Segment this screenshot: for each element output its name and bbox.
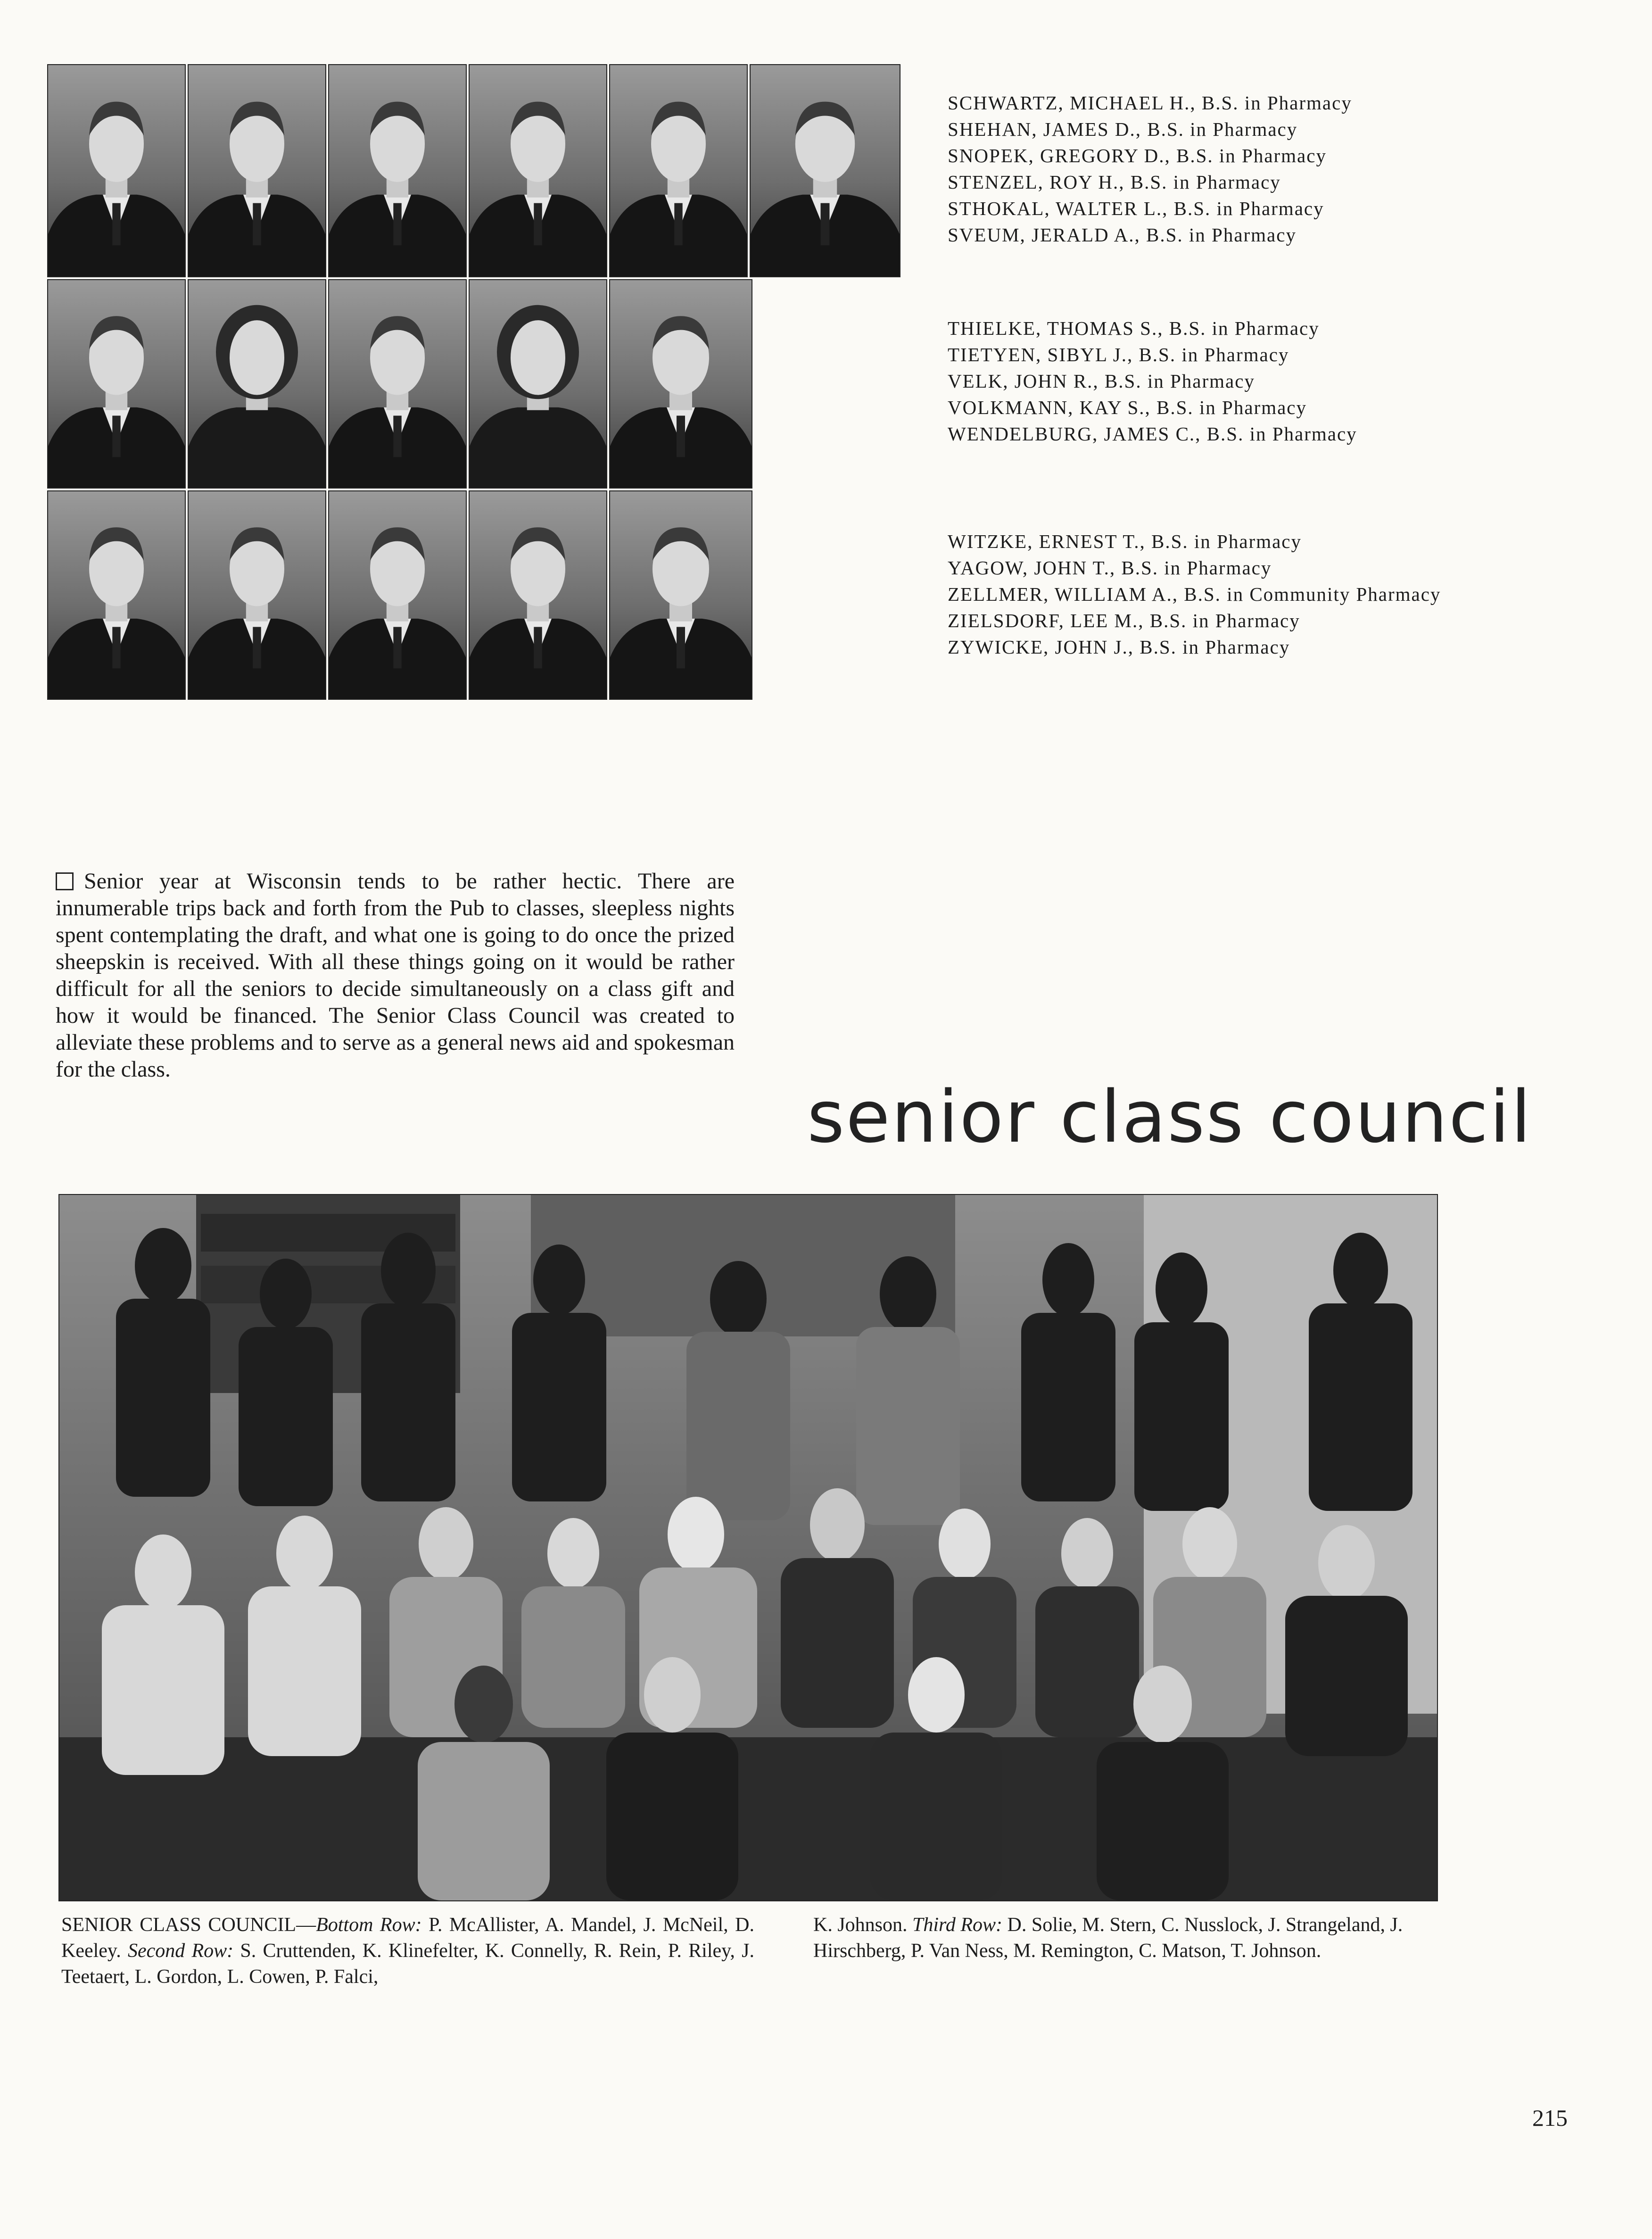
portrait-silhouette: [48, 65, 185, 276]
name-entry: WENDELBURG, JAMES C., B.S. in Pharmacy: [948, 423, 1357, 445]
caption-bottom-row-label: Bottom Row:: [316, 1914, 422, 1936]
portrait-photo: [188, 279, 326, 489]
portrait-shoulders: [470, 407, 606, 488]
group-photo-illustration: [59, 1195, 1437, 1900]
photo-caption-left: [61, 1912, 754, 1990]
article-body: [56, 868, 735, 1083]
square-bullet-icon: [56, 872, 74, 890]
portrait-photo: [469, 490, 607, 700]
name-entry: VELK, JOHN R., B.S. in Pharmacy: [948, 370, 1255, 392]
portrait-face: [230, 320, 284, 395]
name-list-group-1: [948, 90, 1352, 248]
caption-third-row-names: D. Solie, M. Stern, C. Nusslock, J. Strangeland, J. Hirschberg, P. Van Ness, M. Remington, C. Matson, T. Johnson.: [813, 1914, 1403, 1962]
portrait-silhouette: [610, 65, 747, 276]
name-entry: ZYWICKE, JOHN J., B.S. in Pharmacy: [948, 636, 1290, 658]
name-entry: ZELLMER, WILLIAM A., B.S. in Community Pharmacy: [948, 583, 1441, 605]
portrait-tie: [253, 627, 261, 668]
name-entry: SCHWARTZ, MICHAEL H., B.S. in Pharmacy: [948, 92, 1352, 114]
name-entry: STENZEL, ROY H., B.S. in Pharmacy: [948, 171, 1281, 193]
portrait-face: [511, 320, 565, 395]
portrait-photo: [188, 64, 326, 277]
page-number: 215: [1532, 2105, 1568, 2131]
portrait-tie: [253, 203, 261, 246]
portrait-tie: [112, 415, 120, 457]
portrait-photo: [609, 490, 752, 700]
caption-bottom-row-names: P. McAllister, A. Mandel, J. McNeil, D. Keeley.: [61, 1914, 754, 1962]
caption-second-row-names: S. Cruttenden, K. Klinefelter, K. Connelly, R. Rein, P. Riley, J. Teetaert, L. Gordon, L. Cowen, P. Falci,: [61, 1940, 754, 1988]
portrait-tie: [393, 627, 401, 668]
portrait-silhouette: [470, 280, 606, 488]
portrait-tie: [112, 203, 120, 246]
section-title: senior class council: [807, 1075, 1532, 1159]
name-entry: SVEUM, JERALD A., B.S. in Pharmacy: [948, 224, 1297, 246]
caption-lead: SENIOR CLASS COUNCIL—: [61, 1914, 316, 1936]
caption-second-row-label: Second Row:: [127, 1940, 234, 1962]
portrait-silhouette: [48, 280, 185, 488]
portrait-silhouette: [329, 280, 466, 488]
name-entry: STHOKAL, WALTER L., B.S. in Pharmacy: [948, 198, 1324, 219]
portrait-photo: [47, 64, 186, 277]
portrait-photo: [328, 279, 467, 489]
name-entry: WITZKE, ERNEST T., B.S. in Pharmacy: [948, 531, 1302, 552]
name-list-group-2: [948, 315, 1357, 447]
portrait-silhouette: [189, 280, 325, 488]
name-entry: VOLKMANN, KAY S., B.S. in Pharmacy: [948, 397, 1307, 418]
portrait-silhouette: [329, 491, 466, 699]
portrait-silhouette: [48, 491, 185, 699]
article-body-text: Senior year at Wisconsin tends to be rather hectic. There are innumerable trips back and forth from the Pub to classes, sleepless nights spent contemplating the draft, and what one is going to do once the prized sheepskin is received. With all these things going on it would be rather difficult for all the seniors to decide simultaneously on a class gift and how it would be financed. The Senior Class Council was created to alleviate these problems and to serve as a general news aid and spokesman for the class.: [56, 869, 735, 1082]
caption-continued-names: K. Johnson.: [813, 1914, 913, 1936]
portrait-shoulders: [189, 407, 325, 488]
portrait-silhouette: [470, 491, 606, 699]
portrait-photo: [328, 490, 467, 700]
portrait-photo: [469, 279, 607, 489]
portrait-photo: [47, 279, 186, 489]
portrait-photo: [750, 64, 900, 277]
portrait-photo: [609, 64, 748, 277]
portrait-silhouette: [189, 65, 325, 276]
portrait-tie: [393, 203, 401, 246]
portrait-tie: [821, 203, 830, 246]
portrait-tie: [534, 203, 542, 246]
portrait-silhouette: [470, 65, 606, 276]
name-list-group-3: [948, 528, 1441, 660]
portrait-silhouette: [329, 65, 466, 276]
portrait-silhouette: [610, 491, 752, 699]
portrait-tie: [677, 627, 685, 668]
caption-third-row-label: Third Row:: [912, 1914, 1002, 1936]
portrait-photo: [188, 490, 326, 700]
name-entry: SHEHAN, JAMES D., B.S. in Pharmacy: [948, 118, 1298, 140]
portrait-photo: [47, 490, 186, 700]
portrait-grid: [47, 64, 900, 700]
portrait-silhouette: [189, 491, 325, 699]
portrait-photo: [469, 64, 607, 277]
portrait-photo: [609, 279, 752, 489]
portrait-tie: [677, 415, 685, 457]
portrait-tie: [393, 415, 401, 457]
portrait-silhouette: [751, 65, 900, 276]
portrait-photo: [328, 64, 467, 277]
photo-caption-right: [813, 1912, 1492, 1964]
portrait-tie: [112, 627, 120, 668]
name-entry: SNOPEK, GREGORY D., B.S. in Pharmacy: [948, 145, 1327, 166]
group-photo: [58, 1194, 1438, 1901]
portrait-tie: [674, 203, 682, 246]
name-entry: TIETYEN, SIBYL J., B.S. in Pharmacy: [948, 344, 1289, 365]
portrait-silhouette: [610, 280, 752, 488]
portrait-tie: [534, 627, 542, 668]
name-entry: YAGOW, JOHN T., B.S. in Pharmacy: [948, 557, 1272, 579]
name-entry: ZIELSDORF, LEE M., B.S. in Pharmacy: [948, 610, 1300, 631]
name-entry: THIELKE, THOMAS S., B.S. in Pharmacy: [948, 317, 1320, 339]
